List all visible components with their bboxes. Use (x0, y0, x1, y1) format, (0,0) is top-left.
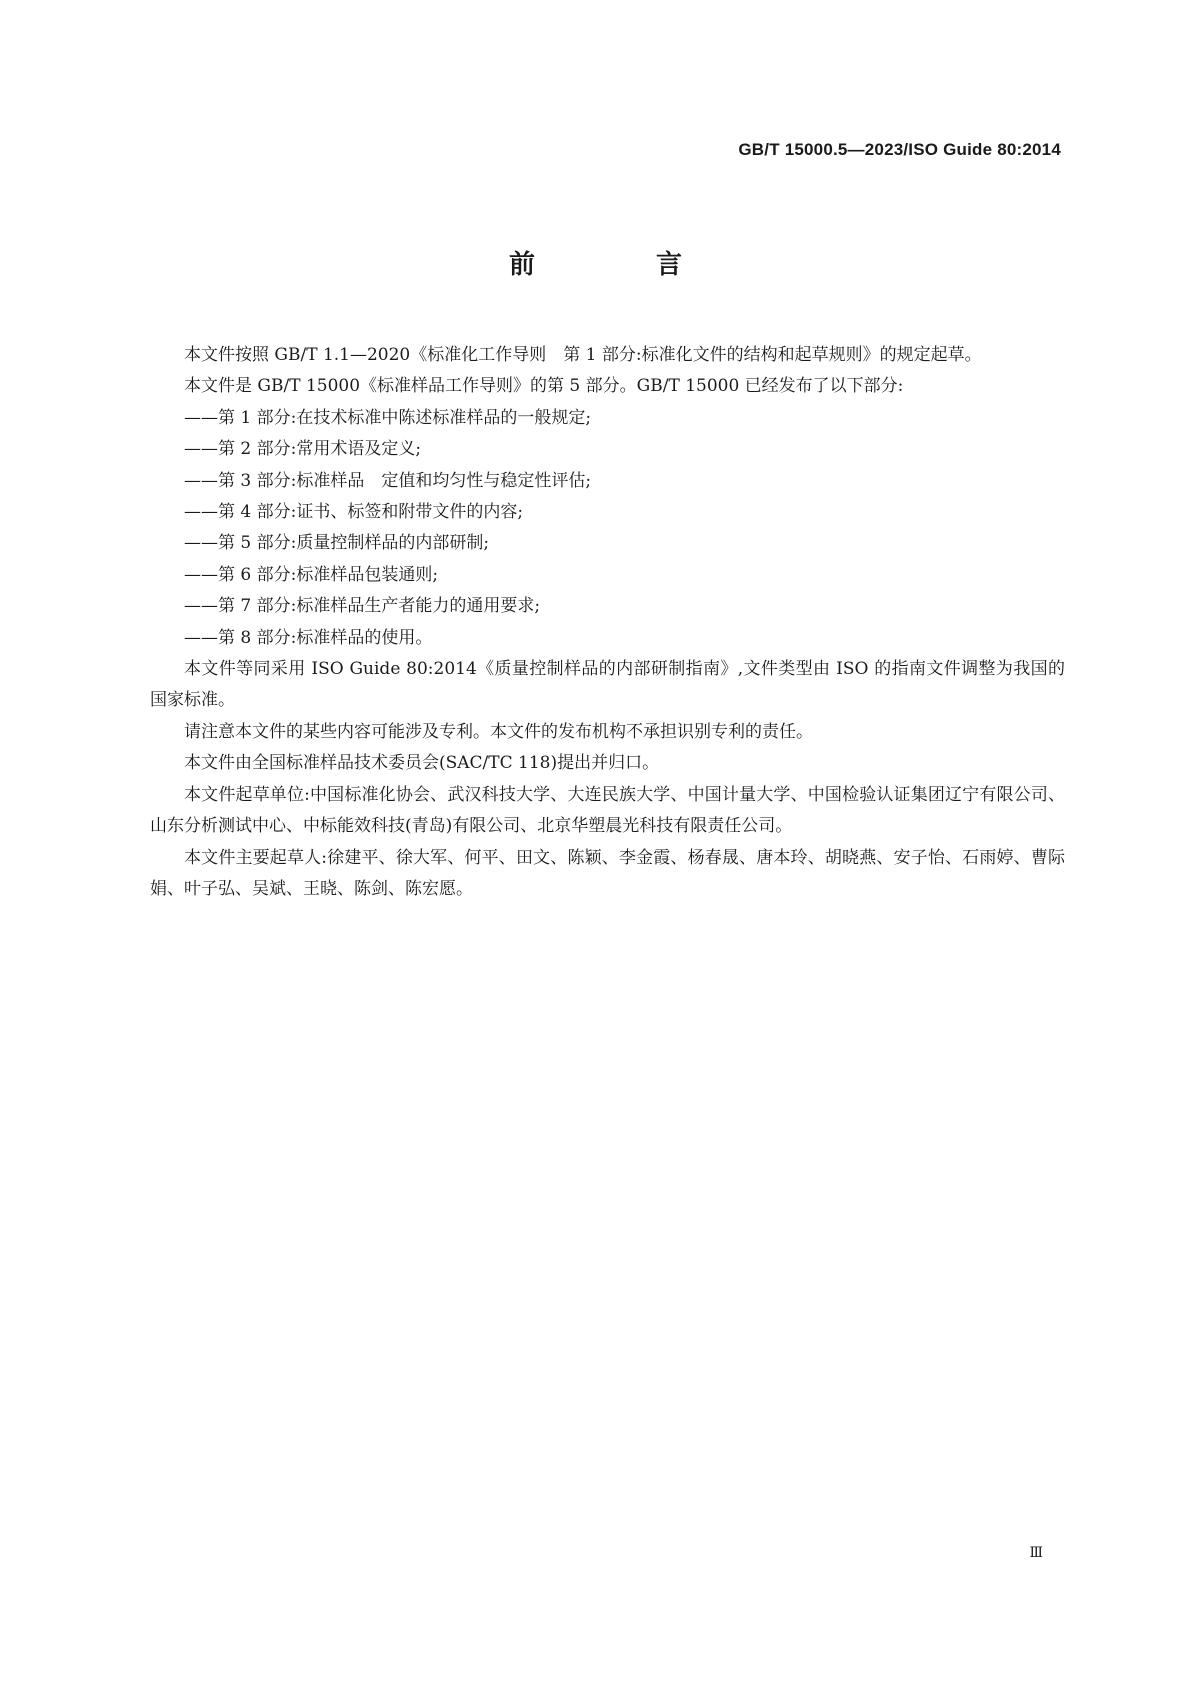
foreword-body (150, 340, 1065, 905)
list-item-part-4: ——第 4 部分:证书、标签和附带文件的内容; (184, 502, 524, 523)
paragraph-proposer: 本文件由全国标准样品技术委员会(SAC/TC 118)提出并归口。 (184, 753, 660, 774)
document-code: GB/T 15000.5—2023/ISO Guide 80:2014 (738, 140, 1061, 159)
paragraph-adoption: 本文件等同采用 ISO Guide 80:2014《质量控制样品的内部研制指南》,文件类型由 ISO 的指南文件调整为我国的国家标准。 (150, 659, 1065, 711)
list-item-part-7: ——第 7 部分:标准样品生产者能力的通用要求; (184, 596, 541, 617)
paragraph-patent-notice: 请注意本文件的某些内容可能涉及专利。本文件的发布机构不承担识别专利的责任。 (184, 721, 813, 742)
paragraph-drafting-units: 本文件起草单位:中国标准化协会、武汉科技大学、大连民族大学、中国计量大学、中国检验认证集团辽宁有限公司、山东分析测试中心、中标能效科技(青岛)有限公司、北京华塑晨光科技有限责任公司。 (150, 784, 1065, 837)
page-title: 前 言 (508, 250, 739, 280)
list-item-part-2: ——第 2 部分:常用术语及定义; (184, 439, 422, 460)
list-item-part-6: ——第 6 部分:标准样品包装通则; (184, 564, 439, 585)
list-item-part-1: ——第 1 部分:在技术标准中陈述标准样品的一般规定; (184, 407, 592, 428)
paragraph-series-intro: 本文件是 GB/T 15000《标准样品工作导则》的第 5 部分。GB/T 15000 已经发布了以下部分: (184, 376, 904, 397)
list-item-part-5: ——第 5 部分:质量控制样品的内部研制; (184, 533, 490, 554)
paragraph-drafting-rules: 本文件按照 GB/T 1.1—2020《标准化工作导则 第 1 部分:标准化文件的结构和起草规则》的规定起草。 (184, 345, 982, 365)
paragraph-drafters: 本文件主要起草人:徐建平、徐大军、何平、田文、陈颖、李金霞、杨春晟、唐本玲、胡晓燕、安子怡、石雨婷、曹际娟、叶子弘、吴斌、王晓、陈剑、陈宏愿。 (150, 847, 1065, 899)
list-item-part-3: ——第 3 部分:标准样品 定值和均匀性与稳定性评估; (184, 470, 592, 491)
page-number: Ⅲ (1029, 1545, 1043, 1561)
list-item-part-8: ——第 8 部分:标准样品的使用。 (184, 627, 433, 648)
